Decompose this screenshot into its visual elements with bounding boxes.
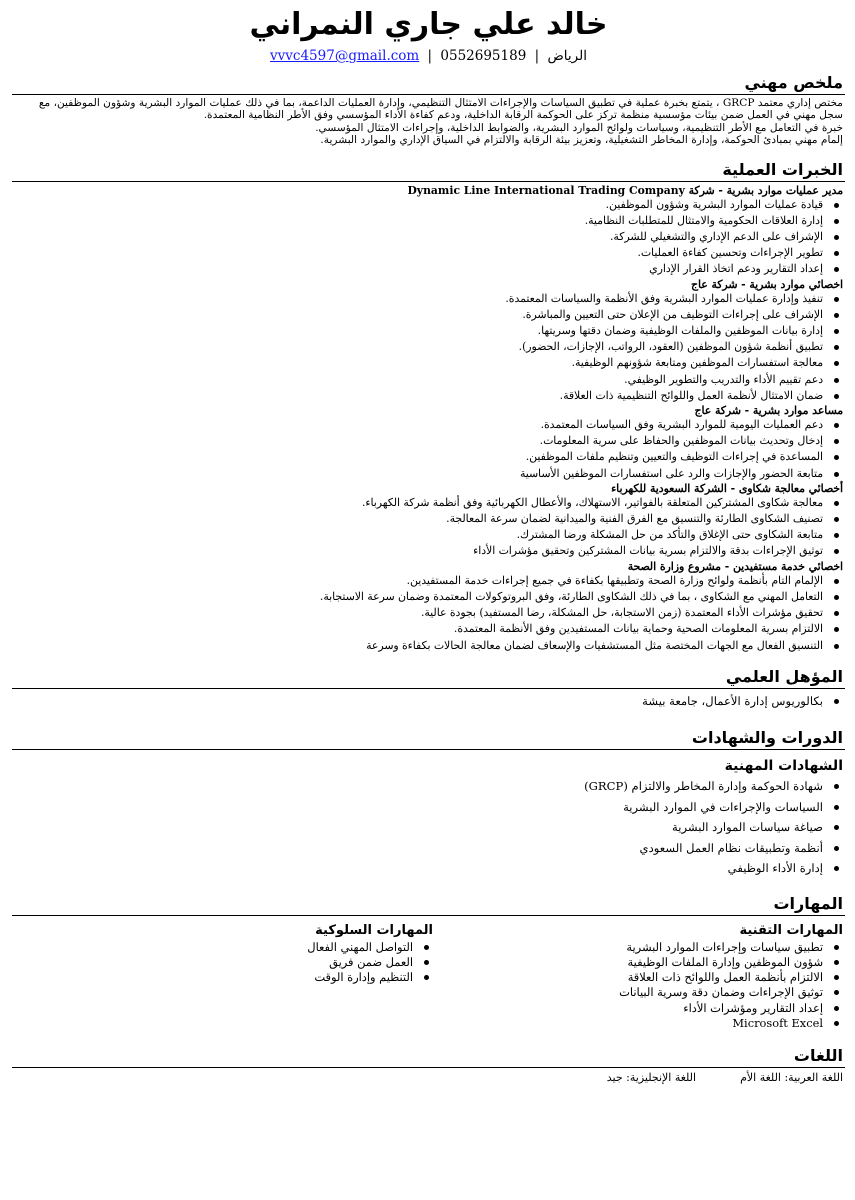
list-item: الإلمام التام بأنظمة ولوائح وزارة الصحة وتطبيقها بكفاءة في جميع إجراءات خدمة المستفيدين. [12,573,823,589]
languages-section [12,1045,845,1086]
list-item: الإشراف على الدعم الإداري والتشغيلي للشركة. [12,229,823,245]
section-title-education: المؤهل العلمي [725,666,843,686]
list-item: شؤون الموظفين وإدارة الملفات الوظيفية [435,955,823,970]
section-title-skills: المهارات [773,893,843,913]
list-item: إعداد التقارير ومؤشرات الأداء [435,1001,823,1016]
list-item: Microsoft Excel [435,1016,823,1031]
summary-text [12,97,845,147]
job-title: مدير عمليات موارد بشرية - شركة Dynamic Line International Trading Company [407,183,843,197]
list-item: المساعدة في إجراءات التوظيف والتعيين وتنظيم ملفات الموظفين. [12,449,823,465]
email-link[interactable]: vvvc4597@gmail.com [270,48,420,64]
list-item: صياغة سياسات الموارد البشرية [12,817,823,838]
list-item: متابعة الشكاوى حتى الإغلاق والتأكد من حل المشكلة ورضا المشترك. [12,527,823,543]
experience-section [12,159,845,654]
job-title: مساعد موارد بشرية - شركة عاج [694,404,843,418]
list-item: التنظيم وإدارة الوقت [25,970,413,985]
section-divider [12,1067,845,1068]
summary-line: خبرة في التعامل مع الأطر التنظيمية، وسياسات ولوائح الموارد البشرية، والضوابط الداخلية، وإجراءات الامتثال المؤسسي. [315,121,843,134]
list-item: أنظمة وتطبيقات نظام العمل السعودي [12,838,823,859]
list-item: تطبيق سياسات وإجراءات الموارد البشرية [435,940,823,955]
section-title-experience: الخبرات العملية [722,159,843,179]
list-item: إدارة بيانات الموظفين والملفات الوظيفية وضمان دقتها وسريتها. [12,323,823,339]
list-item: تنفيذ وإدارة عمليات الموارد البشرية وفق الأنظمة والسياسات المعتمدة. [12,291,823,307]
section-divider [12,181,845,182]
section-title-courses: الدورات والشهادات [691,728,843,748]
section-divider [12,94,845,95]
city: الرياض [547,48,587,64]
job-duties [12,291,845,404]
section-divider [12,688,845,689]
candidate-name: خالد علي جاري النمراني [249,7,608,42]
subsection-title-certificates: الشهادات المهنية [724,758,843,775]
list-item: إدارة العلاقات الحكومية والامتثال للمتطلبات النظامية. [12,213,823,229]
contact-line [12,46,845,66]
section-divider [12,749,845,750]
list-item: شهادة الحوكمة وإدارة المخاطر والالتزام (GRCP) [12,776,823,797]
list-item: معالجة استفسارات الموظفين ومتابعة شؤونهم الوظيفية. [12,355,823,371]
list-item: تحقيق مؤشرات الأداء المعتمدة (زمن الاستجابة، حل المشكلة، رضا المستفيد) بجودة عالية. [12,605,823,621]
skills-section [12,893,845,1031]
job [12,404,845,482]
list-item: إدخال وتحديث بيانات الموظفين والحفاظ على سرية المعلومات. [12,433,823,449]
subsection-title-technical: المهارات التقنية [739,922,843,938]
job-title: أخصائي معالجة شكاوى - الشركة السعودية للكهرباء [611,481,843,495]
list-item: التنسيق الفعال مع الجهات المختصة مثل المستشفيات والإسعاف لضمان معالجة الحالات بكفاءة وسرعة [12,638,823,654]
list-item: بكالوريوس إدارة الأعمال، جامعة بيشة [12,691,823,712]
section-title-summary: ملخص مهني [744,73,843,92]
language-item: اللغة الإنجليزية: جيد [606,1070,697,1084]
list-item: السياسات والإجراءات في الموارد البشرية [12,797,823,818]
job-duties [12,573,845,654]
certificates-list [12,776,845,879]
list-item: تطوير الإجراءات وتحسين كفاءة العمليات. [12,245,823,261]
list-item: العمل ضمن فريق [25,955,413,970]
list-item: توثيق الإجراءات وضمان دقة وسرية البيانات [435,985,823,1000]
job [12,482,845,560]
list-item: الالتزام بأنظمة العمل واللوائح ذات العلاقة [435,970,823,985]
job-duties [12,495,845,560]
education-list [12,691,845,712]
list-item: دعم تقييم الأداء والتدريب والتطوير الوظيفي. [12,372,823,388]
list-item: متابعة الحضور والإجازات والرد على استفسارات الموظفين الأساسية [12,466,823,482]
list-item: التواصل المهني الفعال [25,940,413,955]
skills-columns [12,922,845,1031]
list-item: توثيق الإجراءات بدقة والالتزام بسرية بيانات المشتركين وتحقيق مؤشرات الأداء [12,543,823,559]
section-title-languages: اللغات [793,1045,843,1065]
list-item: إدارة الأداء الوظيفي [12,858,823,879]
job [12,184,845,278]
summary-section [12,72,845,147]
list-item: ضمان الامتثال لأنظمة العمل واللوائح التنظيمية ذات العلاقة. [12,388,823,404]
list-item: دعم العمليات اليومية للموارد البشرية وفق السياسات المعتمدة. [12,417,823,433]
job-title: اخصائي خدمة مستفيدين - مشروع وزارة الصحة [627,559,843,573]
list-item: معالجة شكاوى المشتركين المتعلقة بالفواتير، الاستهلاك، والأعطال الكهربائية وفق أنظمة شركة الكهرباء. [12,495,823,511]
job [12,560,845,654]
languages-list [12,1070,845,1086]
list-item: التعامل المهني مع الشكاوى ، بما في ذلك الشكاوى الطارئة، وفق البروتوكولات المعتمدة وضمان سرعة الاستجابة. [12,589,823,605]
summary-line: مختص إداري معتمد GRCP ، يتمتع بخبرة عملية في تطبيق السياسات والإجراءات الامتثال التنظيمي، وإدارة العمليات الداعمة، بما في ذلك عمليات الموارد البشرية وشؤون الموظفين، مع سجل مهني في العمل ضمن بيئات مؤسسية منظمة تركز على الحوكمة الرقابة الداخلية، ودعم كفاءة الأداء المؤسسي وفق الأطر النظامية المعتمدة. [38,97,843,122]
job-title: اخصائي موارد بشرية - شركة عاج [690,277,843,291]
subsection-title-behavioral: المهارات السلوكية [315,922,433,938]
summary-line: إلمام مهني بمبادئ الحوكمة، وإدارة المخاطر التشغيلية، وتعزيز بيئة الرقابة والالتزام في السياق الإداري والموارد البشرية. [320,134,843,147]
list-item: إعداد التقارير ودعم اتخاذ القرار الإداري [12,261,823,277]
job [12,278,845,404]
header [12,0,845,66]
list-item: تطبيق أنظمة شؤون الموظفين (العقود، الرواتب، الإجازات، الحضور). [12,339,823,355]
job-duties [12,197,845,278]
behavioral-skills-column [25,922,435,1031]
job-duties [12,417,845,482]
list-item: تصنيف الشكاوى الطارئة والتنسيق مع الفرق الفنية والميدانية لضمان سرعة المعالجة. [12,511,823,527]
technical-skills-list [435,940,845,1031]
list-item: الإشراف على إجراءات التوظيف من الإعلان حتى التعيين والمباشرة. [12,307,823,323]
language-item: اللغة العربية: اللغة الأم [740,1070,843,1084]
education-section [12,666,845,712]
list-item: الالتزام بسرية المعلومات الصحية وحماية بيانات المستفيدين وفق الأنظمة المعتمدة. [12,621,823,637]
technical-skills-column [435,922,845,1031]
separator: | [534,48,540,64]
separator: | [427,48,433,64]
phone: 0552695189 [440,48,527,64]
courses-section [12,727,845,879]
section-divider [12,915,845,916]
list-item: قيادة عمليات الموارد البشرية وشؤون الموظفين. [12,197,823,213]
behavioral-skills-list [25,940,435,986]
